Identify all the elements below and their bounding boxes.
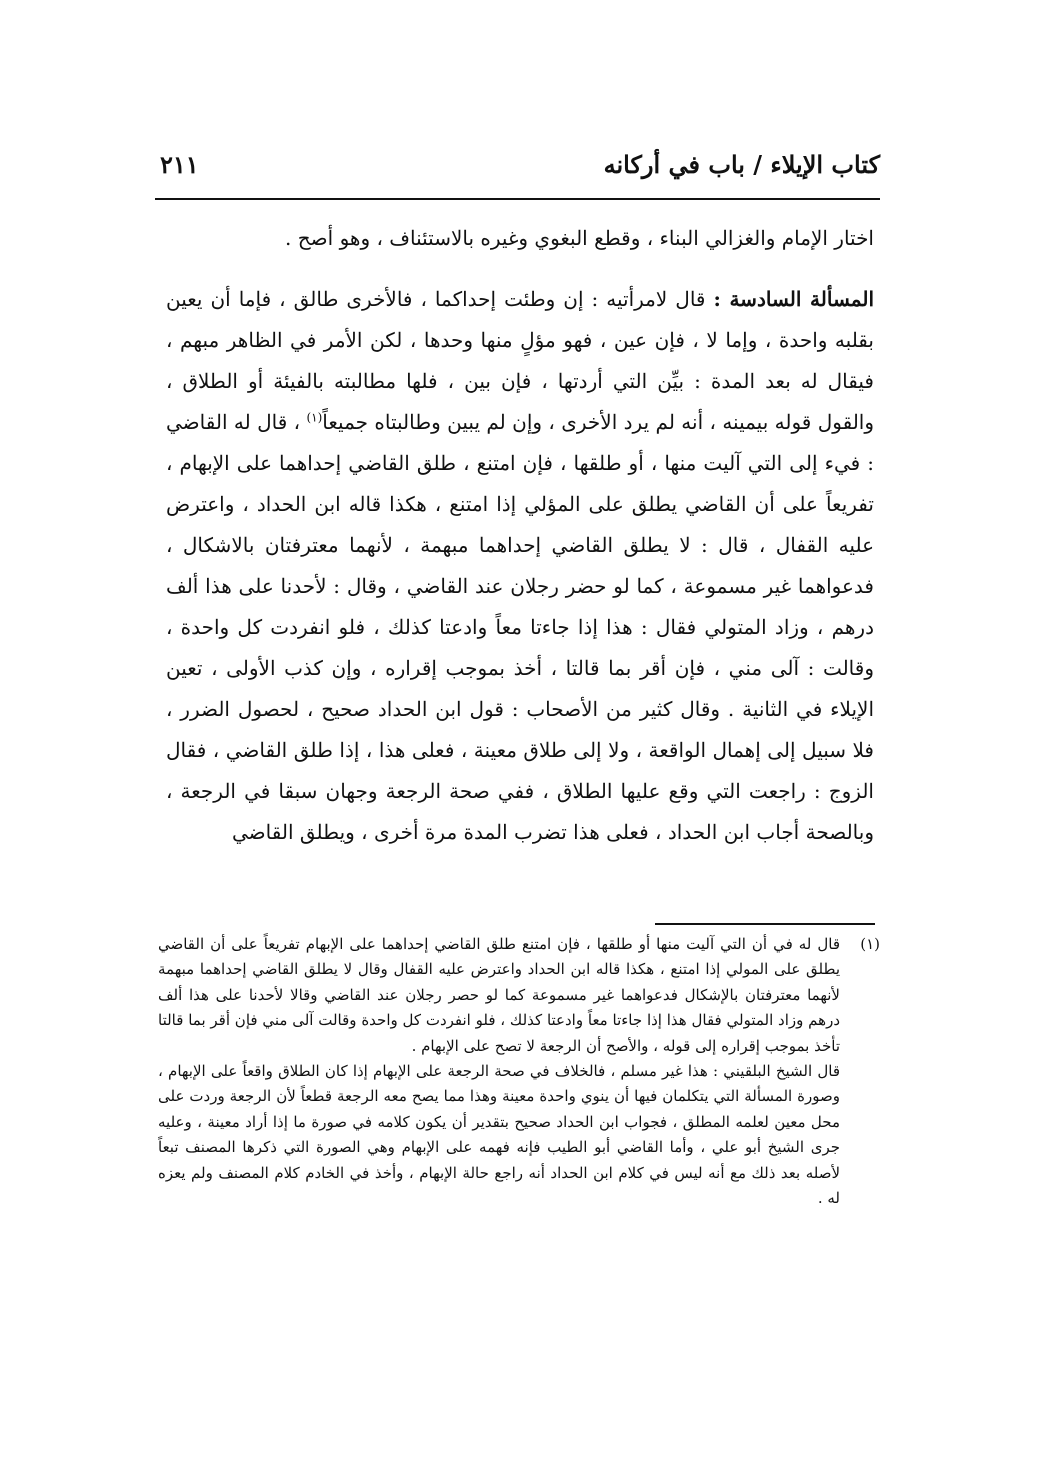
issue-text-part-1: قال لامرأتيه : إن وطئت إحداكما ، فالأخرى طالق ، فإما أن يعين بقلبه واحدة ، وإما لا ، فإن عين ، فهو مؤلٍ منها وحدها ، لكن الأمر في الظاهر مبهم ، فيقال له بعد المدة : بيِّن التي أردتها ، فإن بين ، فلها مطالبته بالفيئة أو الطلاق ، والقول قوله بيمينه ، أنه لم يرد الأخرى ، وإن لم يبين وطالبتاه جميعاً xyxy=(166,287,875,434)
issue-text-part-2: ، قال له القاضي : فيء إلى التي آليت منها ، أو طلقها ، فإن امتنع ، طلق القاضي إحداهما على الإبهام ، تفريعاً على أن القاضي يطلق على المؤلي إذا امتنع ، هكذا قاله ابن الحداد ، واعترض عليه القفال ، قال : لا يطلق القاضي إحداهما مبهمة ، لأنهما معترفتان بالاشكال ، فدعواهما غير مسموعة ، كما لو حضر رجلان عند القاضي ، وقال : لأحدنا على هذا ألف درهم ، وزاد المتولي فقال : هذا إذا جاءتا معاً وادعتا كذلك ، فلو انفردت كل واحدة ، وقالت : آلى مني ، فإن أقر بما قالتا ، أخذ بموجب إقراره ، وإن كذب الأولى ، تعين الإيلاء في الثانية . وقال كثير من الأصحاب : قول ابن الحداد صحيح ، لحصول الضرر ، فلا سبيل إلى إهمال الواقعة ، ولا إلى طلاق معينة ، فعلى هذا ، إذا طلق القاضي ، فقال الزوج : راجعت التي وقع عليها الطلاق ، ففي صحة الرجعة وجهان سبقا في الرجعة ، وبالصحة أجاب ابن الحداد ، فعلى هذا تضرب المدة مرة أخرى ، ويطلق القاضي xyxy=(166,410,874,844)
header-rule xyxy=(155,198,880,200)
footnote-reference: (١) xyxy=(306,410,323,425)
footnotes xyxy=(158,932,880,1211)
running-head xyxy=(160,150,880,190)
page-number: ٢١١ xyxy=(160,150,199,179)
running-title: كتاب الإيلاء / باب في أركانه xyxy=(603,150,880,179)
footnote-item xyxy=(158,932,880,1211)
main-text xyxy=(166,218,874,853)
issue-heading: المسألة السادسة : xyxy=(713,287,874,311)
footnote-text: قال له في أن التي آليت منها أو طلقها ، فإن امتنع طلق القاضي إحداهما على الإبهام تفريعاً على أن القاضي يطلق على المولي إذا امتنع ، هكذا قاله ابن الحداد واعترض عليه القفال وقال لا يطلق القاضي إحداهما مبهمة لأنهما معترفتان بالإشكال فدعواهما غير مسموعة كما لو حصر رجلان عند القاضي وقالا لأحدنا على هذا ألف درهم وزاد المتولي فقال هذا إذا جاءتا معاً وادعتا كذلك ، فلو انفردت كل واحدة وقالت آلى مني فإن أقر بما قالتا تأخذ بموجب إقراره إلى قوله ، والأصح أن الرجعة لا تصح على الإبهام . xyxy=(158,935,840,1055)
footnote-text-continued: قال الشيخ البلقيني : هذا غير مسلم ، فالخلاف في صحة الرجعة على الإبهام إذا كان الطلاق واقعاً على الإبهام ، وصورة المسألة التي يتكلمان فيها أن ينوي واحدة معينة وهذا مما يصح معه الرجعة قطعاً لأن الرجعة وردت على محل معين لعلمه المطلق ، فجواب ابن الحداد صحيح بتقدير أن يكون كلامه في صورة ما إذا أراد معينة ، وعليه جرى الشيخ أبو علي ، وأما القاضي أبو الطيب فإنه فهمه على الإبهام وهي الصورة التي ذكرها المصنف تبعاً لأصله بعد ذلك مع أنه ليس في كلام ابن الحداد أنه راجع حالة الإبهام ، وأخذ في الخادم كلام المصنف ولم يعزه له . xyxy=(158,1062,841,1208)
opening-paragraph: اختار الإمام والغزالي البناء ، وقطع البغوي وغيره بالاستئناف ، وهو أصح . xyxy=(285,226,874,250)
footnote-rule xyxy=(655,923,875,925)
footnote-marker: (١) xyxy=(860,935,880,953)
issue-paragraph xyxy=(166,279,874,853)
